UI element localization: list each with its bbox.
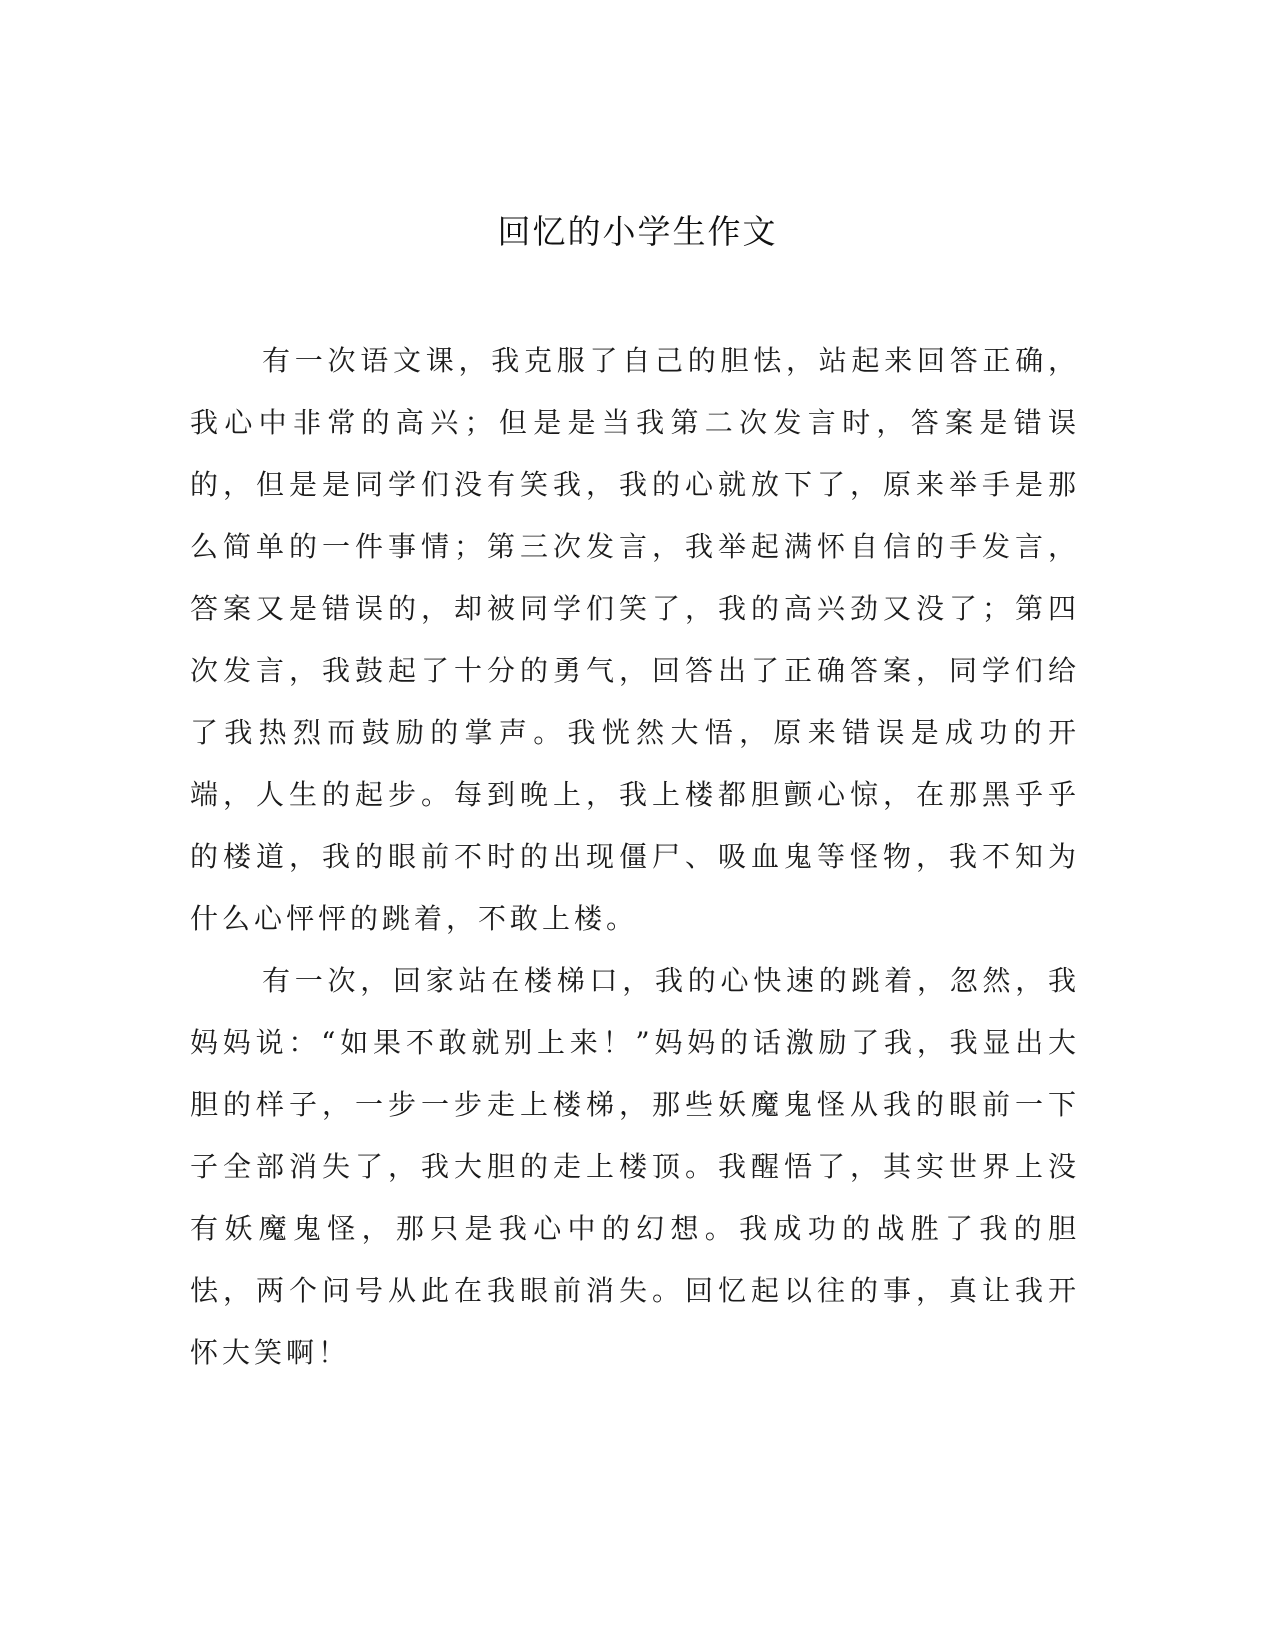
document-body [190, 330, 1080, 1384]
document-title: 回忆的小学生作文 [497, 212, 778, 251]
paragraph-2: 有一次，回家站在楼梯口，我的心快速的跳着，忽然，我妈妈说：“如果不敢就别上来！”妈妈的话激励了我，我显出大胆的样子，一步一步走上楼梯，那些妖魔鬼怪从我的眼前一下子全部消失了，我大胆的走上楼顶。我醒悟了，其实世界上没有妖魔鬼怪，那只是我心中的幻想。我成功的战胜了我的胆怯，两个问号从此在我眼前消失。回忆起以往的事，真让我开怀大笑啊！ [190, 964, 1080, 1369]
paragraph-1: 有一次语文课，我克服了自己的胆怯，站起来回答正确，我心中非常的高兴；但是是当我第二次发言时，答案是错误的，但是是同学们没有笑我，我的心就放下了，原来举手是那么简单的一件事情；第三次发言，我举起满怀自信的手发言，答案又是错误的，却被同学们笑了，我的高兴劲又没了；第四次发言，我鼓起了十分的勇气，回答出了正确答案，同学们给了我热烈而鼓励的掌声。我恍然大悟，原来错误是成功的开端，人生的起步。每到晚上，我上楼都胆颤心惊，在那黑乎乎的楼道，我的眼前不时的出现僵尸、吸血鬼等怪物，我不知为什么心怦怦的跳着，不敢上楼。 [190, 344, 1080, 935]
